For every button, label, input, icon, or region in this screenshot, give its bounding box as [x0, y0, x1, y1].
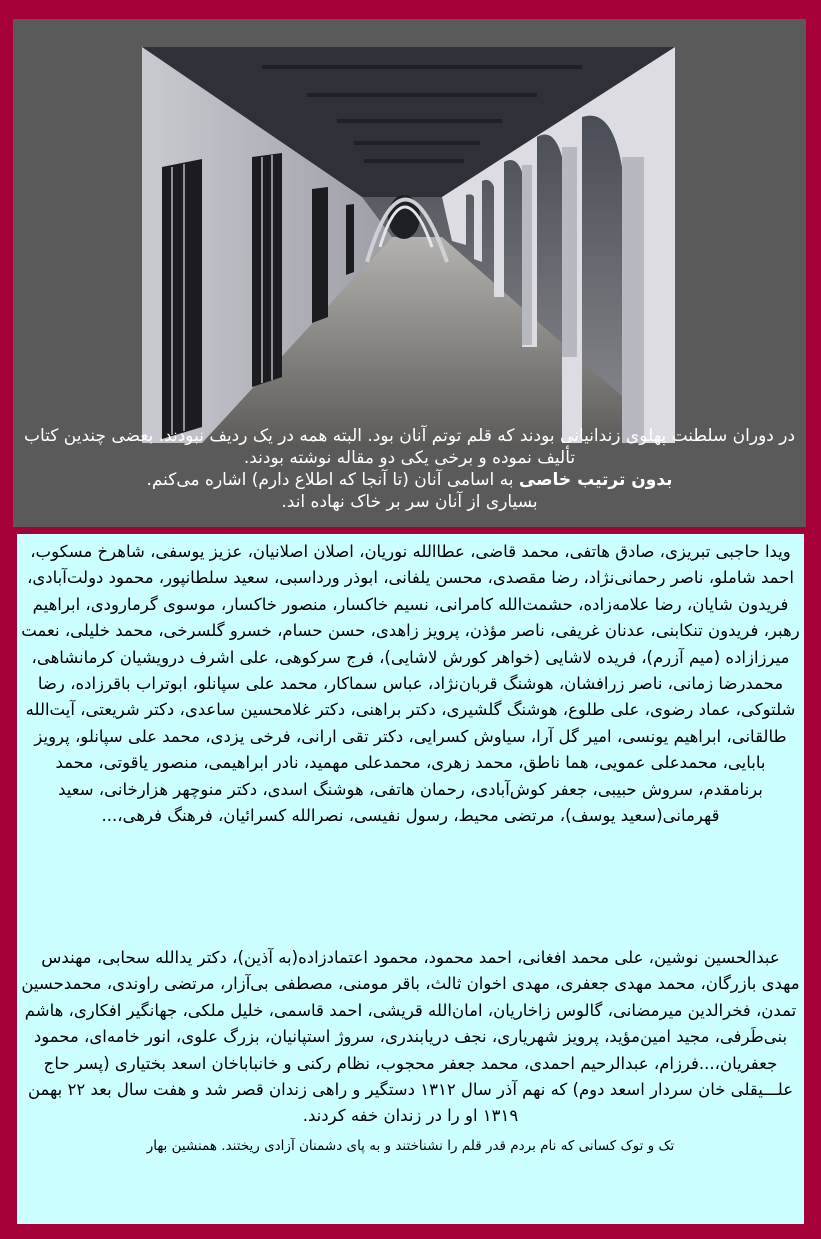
prison-corridor-photo	[142, 47, 675, 443]
intro-line-1: در دوران سلطنت پهلوی زندانیانی بودند که قلم توتم آنان بود. البته همه در یک ردیف نبودند. بعضی چندین کتاب تألیف نموده و برخی یکی دو مقاله نوشته بودند.	[23, 426, 796, 468]
names-list-panel	[17, 534, 804, 1224]
footer-note: تک و توک کسانی که نام بردم قدر قلم را نشناختند و به پای دشمنان آزادی ریختند. همنشین بهار	[146, 1137, 675, 1154]
names-block-2	[21, 945, 800, 1158]
names-block-1	[21, 539, 800, 829]
photo-drawing	[142, 47, 675, 443]
intro-line-3: بسیاری از آنان سر بر خاک نهاده اند.	[281, 492, 538, 512]
intro-bold-phrase: بدون ترتیب خاصی	[518, 470, 673, 490]
intro-text	[23, 425, 796, 513]
top-panel	[13, 19, 806, 527]
intro-line-2-rest: به اسامی آنان (تا آنجا که اطلاع دارم) اشاره می‌کنم.	[146, 470, 519, 490]
intro-line-2	[23, 469, 796, 491]
names-paragraph-1: ویدا حاجبی تبریزی، صادق هاتفی، محمد قاضی، عطاالله نوریان، اصلان اصلانیان، عزیز یوسفی، شاهرخ مسکوب، احمد شاملو، ناصر رحمانی‌نژاد، رضا مقصدی، محسن یلفانی، ابوذر ورداسبی، سعید سلطانپور، محمود دولت‌آبادی، فریدون شایان، رضا علامه‌زاده، حشمت‌الله کامرانی، نسیم خاکسار، منصور خاکسار، موسوی گرمارودی، ابراهیم رهبر، فریدون تنکابنی، عدنان غریفی، ناصر مؤذن، پرویز زاهدی، حسن حسام، خسرو گلسرخی، محمد خلیلی، نعمت میرزازاده (میم آزرم)، فریده لاشایی (خواهر کورش لاشایی)، فرج سرکوهی، علی اشرف درویشیان کرمانشاهی، محمدرضا زمانی، ناصر زرافشان، هوشنگ قربان‌نژاد، عباس سماکار، محمد علی سپانلو، ابوتراب باقرزاده، رضا شلتوکی، عماد رضوی، علی طلوع، هوشنگ گلشیری، دکتر براهنی، دکتر غلامحسین ساعدی، دکتر شریعتی، آیت‌الله طالقانی، ابراهیم یونسی، امیر گل آرا، سیاوش کسرایی، دکتر تقی ارانی، فرخی یزدی، محمد علی سپانلو، پرویز بابایی، محمدعلی عمویی، هما ناطق، محمد زهری، محمدعلی مهمید، نادر ابراهیمی، منصور یاقوتی، محمد برنامقدم، سروش حبیبی، جعفر کوش‌آبادی، رحمان هاتفی، هوشنگ اسدی، دکتر منوچهر هزارخانی، سعید قهرمانی(سعید یوسف)، مرتضی محیط، رسول نفیسی، نصرالله کسرائیان، فرهنگ فرهی،...	[21, 542, 800, 826]
names-paragraph-2: عبدالحسین نوشین، علی محمد افغانی، احمد محمود، محمود اعتمادزاده(به آذین)، دکتر یدالله سحابی، مهندس مهدی بازرگان، محمد مهدی جعفری، مهدی اخوان ثالث، باقر مومنی، مصطفی بی‌آزار، مرتضی راوندی، محمدحسین تمدن، فخرالدین میرمضانی، گالوس زاخاریان، امان‌الله قریشی، احمد قاسمی، خلیل ملکی، جهانگیر افکاری، هاشم بنی‌طَرفی، مجید امین‌مؤید، پرویز شهریاری، نجف دریابندری، سروژ استپانیان، بزرگ علوی، انور خامه‌ای، محمود جعفریان،...فرزام، عبدالرحیم احمدی، محمد جعفر محجوب، نظام رکنی و خانباباخان اسعد بختیاری (پسر حاج علـــیقلی خان سردار اسعد دوم) که نهم آذر سال ۱۳۱۲ دستگیر و راهی زندان قصر شد و هفت سال بعد ۲۲ بهمن ۱۳۱۹ او را در زندان خفه کردند.	[21, 948, 800, 1126]
